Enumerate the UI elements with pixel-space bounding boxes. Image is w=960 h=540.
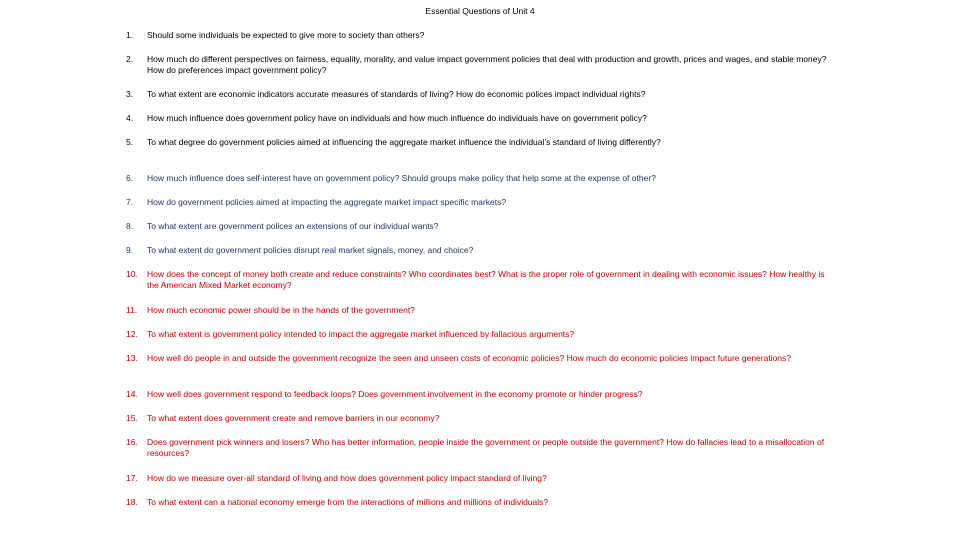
question-text: How does the concept of money both create and reduce constraints? Who coordinates best? What is the proper role of government in dealing with economic issues? How healthy is the American Mixed Market economy?: [147, 269, 825, 290]
question-number: 14.: [126, 389, 138, 399]
page-title: Essential Questions of Unit 4: [425, 6, 535, 16]
question-number: 2.: [126, 54, 134, 64]
question-text: How much influence does government policy have on individuals and how much influence do individuals have on government policy?: [147, 113, 647, 123]
question-number: 11.: [126, 305, 138, 315]
question-number: 13.: [126, 353, 138, 363]
question-number: 15.: [126, 413, 138, 423]
question-text: How do government policies aimed at impacting the aggregate market impact specific markets?: [147, 197, 507, 207]
question-number: 4.: [126, 113, 134, 123]
question-text: To what extent are economic indicators accurate measures of standards of living? How do economic polices impact individual rights?: [147, 89, 646, 99]
question-text: To what extent do government policies disrupt real market signals, money, and choice?: [147, 245, 474, 255]
question-text: To what extent is government policy intended to impact the aggregate market influenced by fallacious arguments?: [147, 329, 575, 339]
question-text: How much economic power should be in the hands of the government?: [147, 305, 415, 315]
question-number: 18.: [126, 497, 138, 507]
question-number: 9.: [126, 245, 134, 255]
question-text: How much influence does self-interest have on government policy? Should groups make policy that help some at the expense of other?: [147, 173, 656, 183]
question-text: How do we measure over-all standard of living and how does government policy impact standard of living?: [147, 473, 547, 483]
question-number: 17.: [126, 473, 138, 483]
question-number: 5.: [126, 137, 134, 147]
question-number: 6.: [126, 173, 134, 183]
question-text: How well does government respond to feedback loops? Does government involvement in the economy promote or hinder progress?: [147, 389, 643, 399]
question-number: 8.: [126, 221, 134, 231]
question-text: How well do people in and outside the government recognize the seen and unseen costs of economic policies? How much do economic policies impact future generations?: [147, 353, 792, 363]
question-text: To what degree do government policies aimed at influencing the aggregate market influence the individual’s standard of living differently?: [147, 137, 661, 147]
question-number: 1.: [126, 30, 134, 40]
question-text: To what extent can a national economy emerge from the interactions of millions and millions of individuals?: [147, 497, 549, 507]
question-number: 12.: [126, 329, 138, 339]
question-text: To what extent are government polices an extensions of our individual wants?: [147, 221, 439, 231]
question-text: How much do different perspectives on fairness, equality, morality, and value impact government policies that deal with production and growth, prices and wages, and stable money? How do preferences impact government policy?: [147, 54, 827, 75]
question-number: 7.: [126, 197, 134, 207]
question-text: Should some individuals be expected to give more to society than others?: [147, 30, 425, 40]
question-text: Does government pick winners and losers? Who has better information, people inside the government or people outside the government? How do fallacies lead to a misallocation of resources?: [147, 437, 825, 458]
question-number: 10.: [126, 269, 138, 279]
question-number: 3.: [126, 89, 134, 99]
question-text: To what extent does government create and remove barriers in our economy?: [147, 413, 440, 423]
question-number: 16.: [126, 437, 138, 447]
